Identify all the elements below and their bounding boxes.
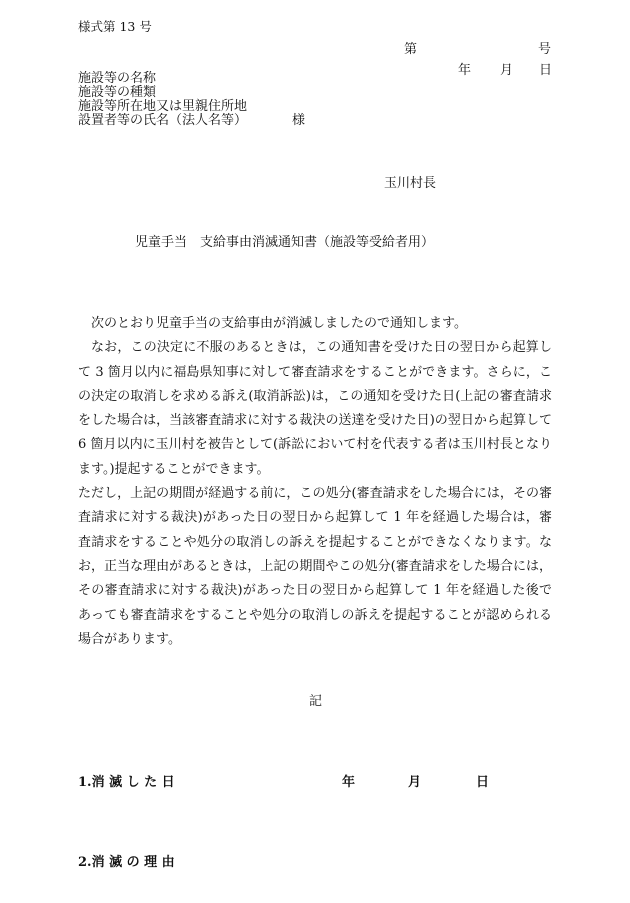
- body-paragraph-1: 次のとおり児童手当の支給事由が消滅しましたので通知します。: [91, 316, 467, 331]
- date-year-label: 年: [458, 63, 472, 78]
- facility-type-label: 施設等の種類: [78, 85, 157, 100]
- founder-name-label: 設置者等の氏名（法人名等）: [78, 113, 248, 128]
- item-2-label: 2.消 滅 の 理 由: [78, 855, 175, 870]
- sender-name: 玉川村長: [384, 176, 437, 191]
- number-suffix: 号: [538, 42, 552, 57]
- item-1-month: 月: [408, 775, 422, 790]
- item-1-year: 年: [342, 775, 356, 790]
- document-title: 児童手当 支給事由消滅通知書（施設等受給者用）: [135, 235, 435, 250]
- ki-heading: 記: [309, 694, 323, 709]
- number-prefix: 第: [404, 42, 418, 57]
- body-paragraph-3: ただし，上記の期間が経過する前に，この処分(審査請求をした場合には，その審査請求に対する裁決)があった日の翌日から起算して 1 年を経過した場合は，審査請求をすることや処分の取消しの訴えを提起することができなくなります。なお，正当な理由があるときは，上記の期間やこの処分(審査請求をした場合には，その審査請求に対する裁決)があった日の翌日から起算して 1 年を経過した後であっても審査請求をすることや処分の取消しの訴えを提起することが認められる場合があります。: [78, 486, 552, 647]
- item-1-day: 日: [476, 775, 490, 790]
- body-paragraph-2: なお，この決定に不服のあるときは，この通知書を受けた日の翌日から起算して 3 箇月以内に福島県知事に対して審査請求をすることができます。さらに，この決定の取消しを求める訴え(取消訴訟)は，この通知を受けた日(上記の審査請求をした場合は，当該審査請求に対する裁決の送達を受けた日)の翌日から起算して 6 箇月以内に玉川村を被告として(訴訟において村を代表する者は玉川村長となります。)提起することができます。: [78, 340, 552, 477]
- date-day-label: 日: [539, 63, 553, 78]
- notice-body: [78, 312, 552, 652]
- honorific: 様: [292, 113, 306, 128]
- date-month-label: 月: [500, 63, 514, 78]
- facility-address-label: 施設等所在地又は里親住所地: [78, 99, 248, 114]
- facility-name-label: 施設等の名称: [78, 71, 157, 86]
- form-number: 様式第 13 号: [78, 19, 152, 34]
- item-1-label: 1.消 滅 し た 日: [78, 775, 175, 790]
